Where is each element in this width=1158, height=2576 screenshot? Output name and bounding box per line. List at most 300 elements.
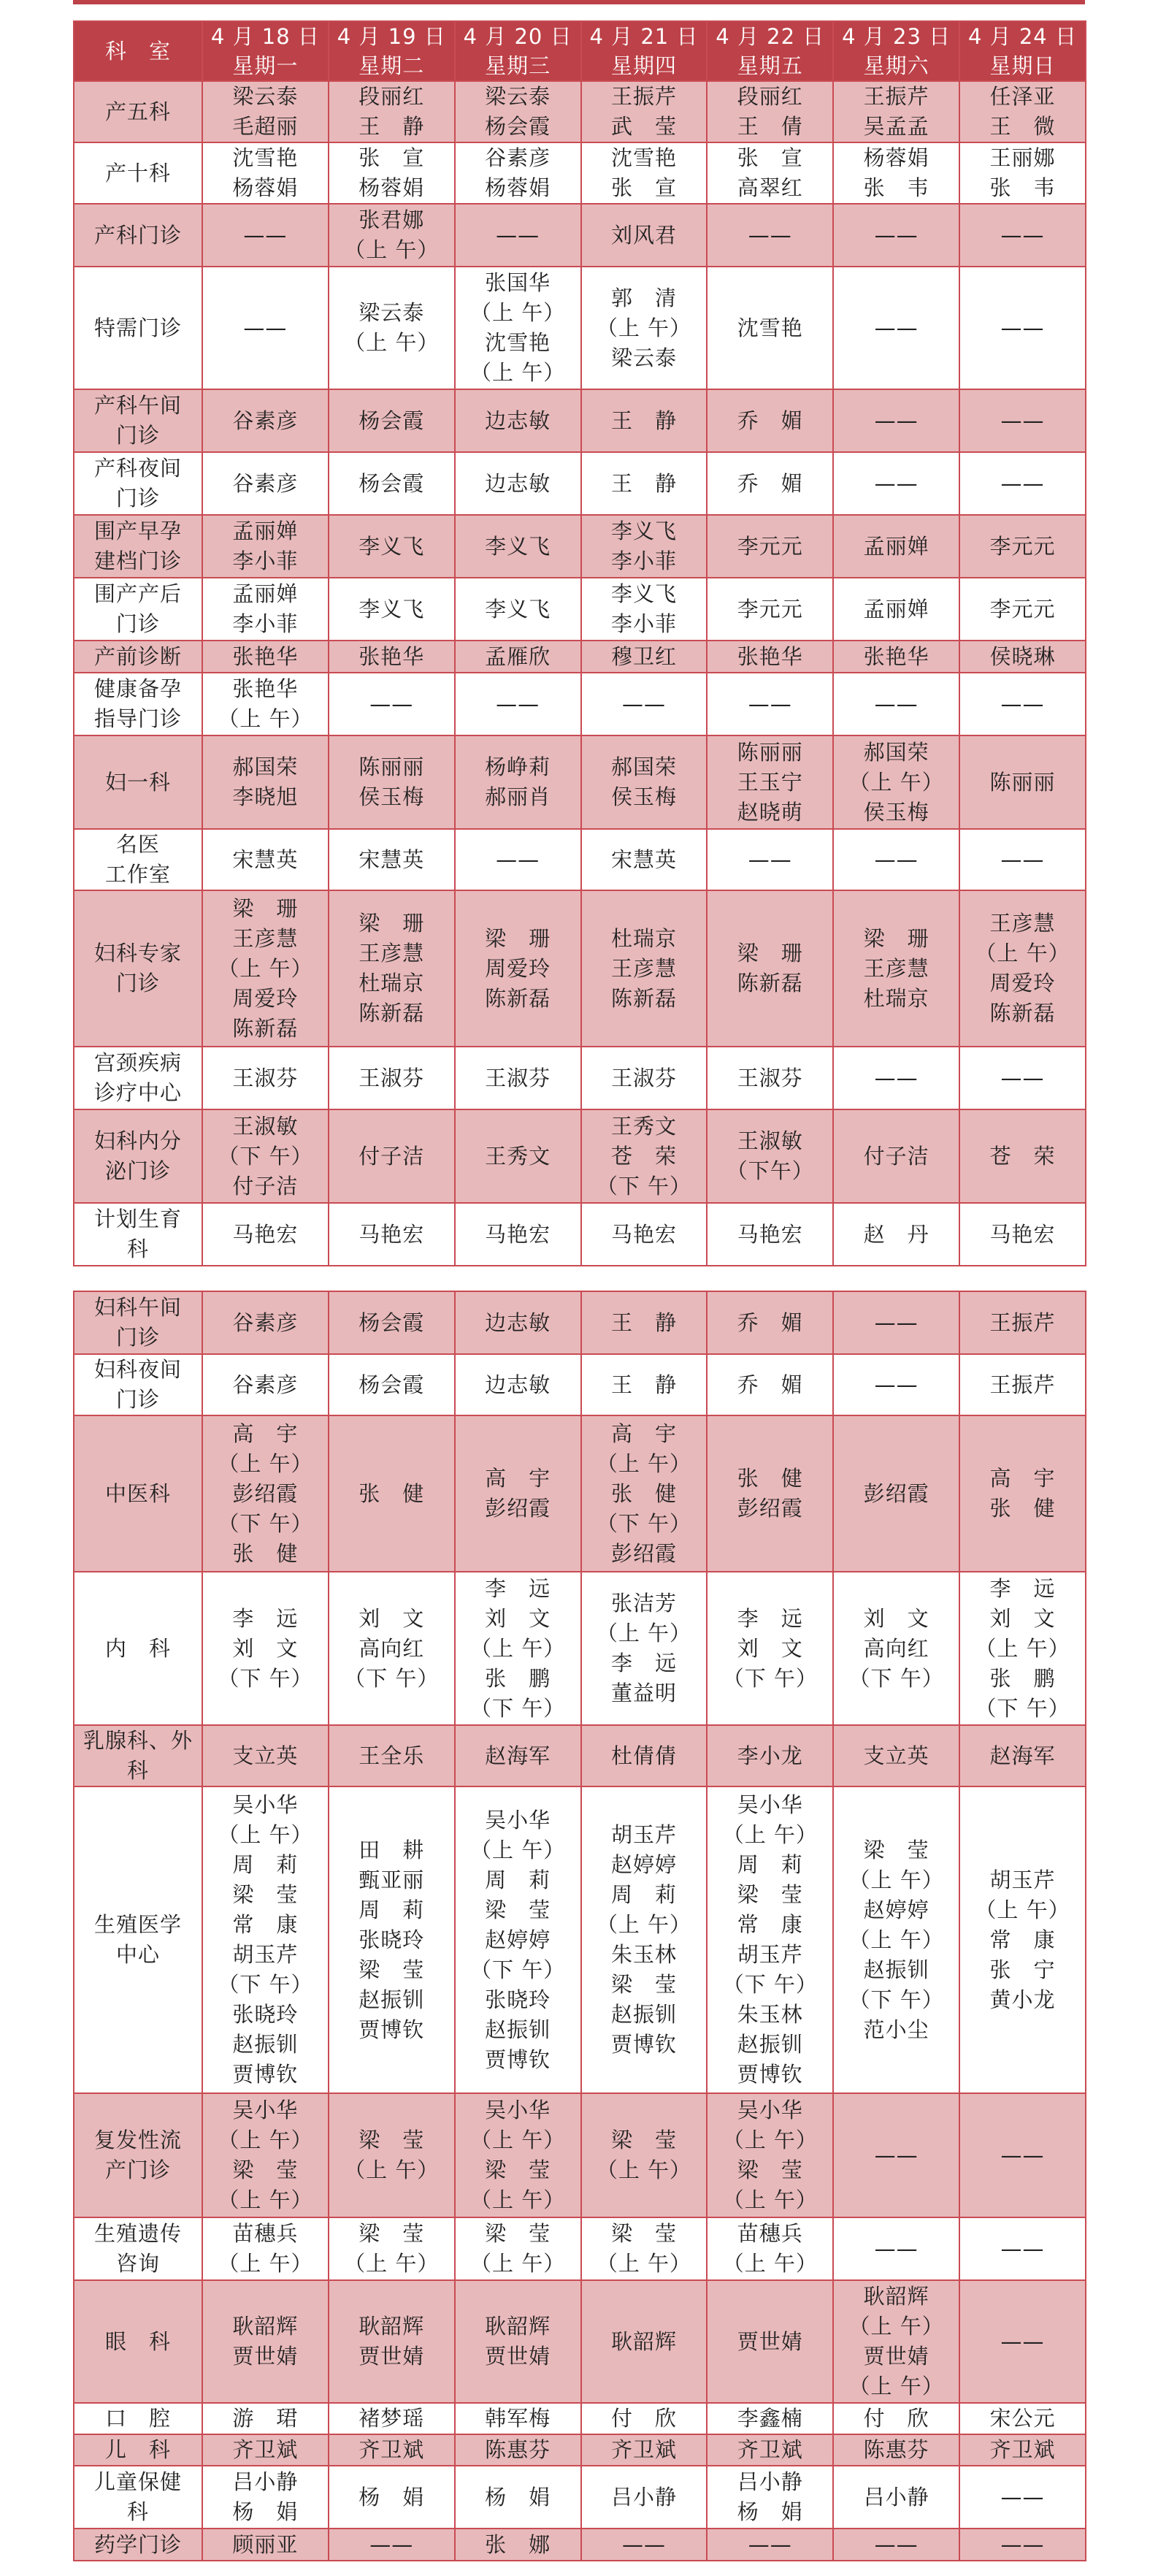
cell-line: 付子洁: [863, 1143, 929, 1169]
cell-line: 王彦慧: [232, 925, 299, 951]
doctor-cell: [455, 267, 581, 389]
schedule-2-row: [74, 2217, 1086, 2280]
cell-line: 张 健: [737, 1466, 803, 1491]
cell-line: 王淑芬: [485, 1065, 551, 1090]
doctor-cell: [959, 204, 1086, 267]
cell-line: 高 宇: [610, 1421, 677, 1446]
cell-line: 张 韦: [863, 175, 929, 200]
cell-line: （上 午）: [975, 1635, 1070, 1661]
cell-line: 贾博钦: [232, 2062, 299, 2087]
cell-line: （下 午）: [218, 1665, 313, 1691]
schedule-2-row: [74, 2466, 1086, 2529]
doctor-cell: [959, 890, 1086, 1047]
cell-line: 复发性流: [93, 2128, 182, 2152]
cell-line: 张晓玲: [485, 1987, 551, 2012]
schedule-1-row: [74, 578, 1086, 641]
cell-line: ——: [874, 2142, 919, 2168]
doctor-cell: [329, 1786, 455, 2093]
cell-line: （下 午）: [848, 1665, 944, 1691]
cell-line: 产十科: [104, 160, 171, 186]
schedule-1-row: [74, 735, 1086, 829]
doctor-cell: [959, 829, 1086, 890]
cell-line: （下 午）: [218, 1972, 313, 1997]
cell-line: 马艳宏: [737, 1221, 803, 1247]
cell-line: 科: [126, 1237, 149, 1261]
cell-line: 杨 娟: [485, 2484, 551, 2510]
cell-line: 梁 莹: [863, 1837, 929, 1862]
cell-line: 陈新磊: [485, 985, 551, 1011]
doctor-cell: [959, 1725, 1086, 1786]
doctor-cell: [455, 142, 581, 204]
department-cell: [74, 890, 202, 1047]
doctor-cell: [833, 1354, 959, 1415]
schedule-1-row: [74, 81, 1086, 142]
doctor-cell: [959, 2466, 1086, 2529]
cell-line: 乔 媚: [737, 1310, 803, 1335]
doctor-cell: [833, 515, 959, 578]
doctor-cell: [833, 641, 959, 673]
cell-line: 建档门诊: [93, 549, 182, 573]
cell-line: ——: [874, 1065, 919, 1090]
cell-line: ——: [1000, 315, 1045, 340]
cell-line: 张 鹏: [485, 1665, 551, 1691]
cell-line: （下 午）: [470, 1957, 566, 1982]
doctor-cell: [707, 1203, 833, 1266]
cell-line: 谷素彦: [232, 470, 299, 496]
doctor-cell: [707, 1354, 833, 1415]
cell-line: （上 午）: [848, 2314, 944, 2339]
doctor-cell: [833, 1725, 959, 1786]
cell-line: 梁 珊: [232, 895, 299, 921]
doctor-cell: [329, 2280, 455, 2403]
department-cell: [74, 2434, 202, 2466]
schedule-1-row: [74, 452, 1086, 515]
cell-line: ——: [1000, 2142, 1045, 2168]
cell-line: 苗穗兵: [737, 2221, 803, 2246]
doctor-cell: [581, 1109, 708, 1203]
cell-line: ——: [874, 408, 919, 433]
doctor-cell: [959, 452, 1086, 515]
cell-line: 周 莉: [610, 1882, 677, 1907]
cell-line: ——: [1000, 470, 1045, 496]
doctor-cell: [707, 2280, 833, 2403]
cell-line: 谷素彦: [232, 1372, 299, 1397]
department-cell: [74, 452, 202, 515]
cell-line: 周 莉: [232, 1852, 299, 1877]
cell-line: 李小菲: [232, 549, 299, 573]
doctor-cell: [959, 641, 1086, 673]
cell-line: 生殖医学: [93, 1912, 182, 1937]
cell-line: 张 鹏: [989, 1665, 1056, 1691]
date-label: 4 月 18 日: [210, 24, 320, 49]
doctor-cell: [707, 452, 833, 515]
doctor-cell: [202, 829, 329, 890]
doctor-cell: [202, 2280, 329, 2403]
doctor-cell: [959, 81, 1086, 142]
department-cell: [74, 578, 202, 641]
doctor-cell: [707, 1725, 833, 1786]
cell-line: （上 午）: [218, 1451, 313, 1476]
cell-line: （上 午）: [848, 1927, 944, 1952]
cell-line: 段丽红: [358, 84, 425, 109]
doctor-cell: [833, 578, 959, 641]
doctor-cell: [959, 2434, 1086, 2466]
doctor-cell: [581, 2093, 708, 2217]
doctor-cell: [329, 515, 455, 578]
doctor-cell: [329, 578, 455, 641]
cell-line: （下 午）: [218, 1510, 313, 1536]
schedule-2-row: [74, 2280, 1086, 2403]
doctor-cell: [329, 2466, 455, 2529]
cell-line: 王玉宁: [737, 769, 803, 795]
doctor-cell: [455, 2529, 581, 2561]
cell-line: 齐卫斌: [989, 2437, 1056, 2462]
cell-line: 宋慧英: [610, 846, 677, 872]
doctor-cell: [455, 1725, 581, 1786]
doctor-cell: [707, 735, 833, 829]
schedule-1-row: [74, 1109, 1086, 1203]
cell-line: 梁云泰: [232, 84, 299, 109]
doctor-cell: [959, 1109, 1086, 1203]
cell-line: （上 午）: [218, 2187, 313, 2212]
doctor-cell: [202, 452, 329, 515]
cell-line: ——: [874, 222, 919, 248]
cell-line: 齐卫斌: [737, 2437, 803, 2462]
cell-line: 李 远: [610, 1651, 677, 1675]
cell-line: 吕小静: [863, 2484, 929, 2510]
doctor-cell: [581, 1203, 708, 1266]
cell-line: 付 欣: [610, 2406, 677, 2431]
cell-line: 孟丽婵: [863, 596, 929, 622]
doctor-cell: [833, 389, 959, 452]
doctor-cell: [959, 1291, 1086, 1354]
cell-line: 胡玉芹: [610, 1822, 677, 1847]
cell-line: 王彦慧: [989, 911, 1056, 936]
cell-line: 范小尘: [863, 2017, 929, 2042]
cell-line: 口 腔: [104, 2406, 171, 2431]
cell-line: 苗穗兵: [232, 2221, 299, 2246]
weekday-label: 星期六: [863, 53, 929, 78]
department-cell: [74, 1203, 202, 1266]
cell-line: 穆卫红: [610, 643, 677, 669]
cell-line: 梁 珊: [358, 911, 425, 936]
doctor-cell: [833, 267, 959, 389]
cell-line: 任泽亚: [989, 84, 1056, 109]
doctor-cell: [581, 142, 708, 204]
department-cell: [74, 2403, 202, 2434]
doctor-cell: [455, 1415, 581, 1572]
department-cell: [74, 1786, 202, 2093]
cell-line: 侯玉梅: [610, 784, 677, 809]
cell-line: （上 午）: [470, 1837, 566, 1862]
cell-line: 张 健: [358, 1480, 425, 1506]
doctor-cell: [581, 829, 708, 890]
cell-line: （下午）: [726, 1158, 814, 1183]
doctor-cell: [581, 452, 708, 515]
cell-line: ——: [1000, 408, 1045, 433]
schedule-1-row: [74, 204, 1086, 267]
cell-line: 李义飞: [610, 581, 677, 606]
weekday-label: 星期一: [232, 53, 299, 78]
cell-line: 杨 娟: [232, 2499, 299, 2524]
cell-line: 彭绍霞: [485, 1496, 551, 1521]
doctor-cell: [581, 267, 708, 389]
cell-line: （上 午）: [344, 237, 440, 262]
cell-line: 吴小华: [737, 1792, 803, 1817]
doctor-cell: [707, 2529, 833, 2561]
cell-line: 赵 丹: [863, 1221, 929, 1247]
doctor-cell: [581, 1047, 708, 1109]
cell-line: 赵振钏: [485, 2017, 551, 2042]
cell-line: 张 健: [989, 1496, 1056, 1521]
cell-line: （下 午）: [596, 1510, 692, 1536]
doctor-cell: [959, 2403, 1086, 2434]
cell-line: 特需门诊: [93, 315, 182, 340]
cell-line: 张晓玲: [232, 2002, 299, 2027]
doctor-cell: [581, 641, 708, 673]
cell-line: 张 健: [610, 1480, 677, 1506]
cell-line: 吴小华: [232, 1792, 299, 1817]
cell-line: 妇科专家: [93, 941, 182, 966]
doctor-cell: [581, 2466, 708, 2529]
doctor-cell: [581, 1291, 708, 1354]
cell-line: 名医: [115, 832, 160, 857]
department-cell: [74, 2529, 202, 2561]
doctor-cell: [707, 81, 833, 142]
cell-line: 苍 荣: [989, 1143, 1056, 1169]
cell-line: （下 午）: [975, 1695, 1070, 1721]
doctor-cell: [455, 2093, 581, 2217]
department-cell: [74, 2466, 202, 2529]
doctor-cell: [833, 2093, 959, 2217]
cell-line: ——: [748, 2531, 792, 2557]
doctor-cell: [707, 578, 833, 641]
cell-line: ——: [243, 222, 288, 248]
cell-line: 张 宣: [737, 145, 803, 170]
cell-line: 常 康: [989, 1927, 1056, 1952]
cell-line: 门诊: [115, 971, 160, 995]
department-cell: [74, 1572, 202, 1725]
doctor-cell: [707, 1109, 833, 1203]
cell-line: 眼 科: [104, 2328, 171, 2354]
doctor-cell: [202, 142, 329, 204]
cell-line: 王 静: [610, 1372, 677, 1397]
doctor-cell: [707, 389, 833, 452]
cell-line: 张洁芳: [610, 1591, 677, 1616]
doctor-cell: [833, 2466, 959, 2529]
cell-line: 梁 莹: [485, 1897, 551, 1922]
doctor-cell: [455, 578, 581, 641]
doctor-cell: [959, 673, 1086, 735]
schedule-table-2: [73, 1291, 1086, 2561]
department-cell: [74, 1109, 202, 1203]
doctor-cell: [581, 1415, 708, 1572]
doctor-cell: [455, 1203, 581, 1266]
doctor-cell: [329, 267, 455, 389]
doctor-cell: [833, 2217, 959, 2280]
cell-line: 指导门诊: [93, 706, 182, 731]
doctor-cell: [833, 1047, 959, 1109]
cell-line: ——: [874, 315, 919, 340]
doctor-cell: [581, 515, 708, 578]
cell-line: 贾世婧: [358, 2344, 425, 2369]
cell-line: 齐卫斌: [610, 2437, 677, 2462]
cell-line: 张艳华: [358, 643, 425, 669]
department-cell: [74, 1415, 202, 1572]
doctor-cell: [581, 2403, 708, 2434]
cell-line: 儿童保健: [93, 2469, 182, 2494]
cell-line: 刘 文: [232, 1635, 299, 1661]
cell-line: 李 远: [485, 1575, 551, 1601]
doctor-cell: [455, 1572, 581, 1725]
cell-line: 王 静: [610, 1310, 677, 1335]
doctor-cell: [202, 81, 329, 142]
doctor-cell: [329, 735, 455, 829]
cell-line: 马艳宏: [232, 1221, 299, 1247]
cell-line: 沈雪艳: [232, 145, 299, 170]
doctor-cell: [329, 2529, 455, 2561]
cell-line: （上 午）: [975, 941, 1070, 966]
doctor-cell: [329, 1109, 455, 1203]
cell-line: 梁云泰: [485, 84, 551, 109]
doctor-cell: [581, 204, 708, 267]
cell-line: 梁 珊: [737, 941, 803, 966]
cell-line: 马艳宏: [610, 1221, 677, 1247]
weekday-label: 星期三: [485, 53, 551, 78]
cell-line: 王秀文: [485, 1143, 551, 1169]
doctor-cell: [581, 890, 708, 1047]
doctor-cell: [833, 452, 959, 515]
doctor-cell: [202, 2466, 329, 2529]
cell-line: 李 远: [232, 1605, 299, 1631]
cell-line: 边志敏: [485, 1372, 551, 1397]
cell-line: 杜瑞京: [610, 925, 677, 951]
cell-line: 朱玉林: [737, 2002, 803, 2027]
doctor-cell: [959, 515, 1086, 578]
cell-line: 朱玉林: [610, 1942, 677, 1967]
cell-line: 张 娜: [485, 2531, 551, 2557]
cell-line: ——: [874, 1310, 919, 1335]
cell-line: 张艳华: [232, 676, 299, 701]
doctor-cell: [202, 267, 329, 389]
cell-line: ——: [874, 846, 919, 872]
doctor-cell: [455, 389, 581, 452]
doctor-cell: [329, 2217, 455, 2280]
cell-line: 陈新磊: [737, 971, 803, 995]
cell-line: 李义飞: [485, 596, 551, 622]
doctor-cell: [959, 2093, 1086, 2217]
doctor-cell: [707, 890, 833, 1047]
cell-line: 侯玉梅: [863, 799, 929, 825]
day-header-thu: [581, 21, 708, 81]
doctor-cell: [455, 2217, 581, 2280]
doctor-cell: [455, 1291, 581, 1354]
cell-line: 沈雪艳: [737, 315, 803, 340]
doctor-cell: [202, 2529, 329, 2561]
cell-line: （上 午）: [596, 315, 692, 340]
department-cell: [74, 1725, 202, 1786]
doctor-cell: [707, 1572, 833, 1725]
doctor-cell: [833, 1109, 959, 1203]
doctor-cell: [959, 1047, 1086, 1109]
cell-line: 马艳宏: [989, 1221, 1056, 1247]
cell-line: （上 午）: [848, 769, 944, 795]
schedule-table-2-wrapper: [73, 1291, 1085, 2561]
doctor-cell: [202, 2217, 329, 2280]
cell-line: 宫颈疾病: [93, 1050, 182, 1075]
doctor-cell: [329, 1354, 455, 1415]
cell-line: 杨蓉娟: [863, 145, 929, 170]
cell-line: 常 康: [737, 1912, 803, 1937]
doctor-cell: [455, 1109, 581, 1203]
cell-line: 支立英: [232, 1743, 299, 1768]
cell-line: 黄小龙: [989, 1987, 1056, 2012]
cell-line: 王彦慧: [610, 955, 677, 981]
cell-line: 彭绍霞: [232, 1480, 299, 1506]
doctor-cell: [959, 1786, 1086, 2093]
cell-line: 梁 莹: [358, 2221, 425, 2246]
doctor-cell: [329, 673, 455, 735]
cell-line: 王振芹: [989, 1372, 1056, 1397]
cell-line: 胡玉芹: [232, 1942, 299, 1967]
cell-line: ——: [243, 315, 288, 340]
cell-line: 梁 莹: [610, 2221, 677, 2246]
doctor-cell: [581, 1786, 708, 2093]
cell-line: 孟丽婵: [232, 519, 299, 543]
cell-line: 诊疗中心: [93, 1080, 182, 1105]
schedule-table-1: [73, 20, 1086, 1266]
schedule-1-row: [74, 829, 1086, 890]
doctor-cell: [455, 829, 581, 890]
doctor-cell: [581, 578, 708, 641]
cell-line: 王淑敏: [232, 1113, 299, 1139]
doctor-cell: [959, 1415, 1086, 1572]
cell-line: 耿韶辉: [358, 2314, 425, 2339]
cell-line: 产科午间: [93, 393, 182, 418]
cell-line: 杜瑞京: [863, 985, 929, 1011]
cell-line: （下 午）: [722, 1972, 818, 1997]
schedule-2-row: [74, 1786, 1086, 2093]
cell-line: 付子洁: [232, 1173, 299, 1199]
cell-line: 张 宁: [989, 1957, 1056, 1982]
doctor-cell: [455, 2280, 581, 2403]
doctor-cell: [329, 142, 455, 204]
doctor-cell: [707, 1786, 833, 2093]
schedule-1-row: [74, 890, 1086, 1047]
doctor-cell: [959, 142, 1086, 204]
cell-line: 王振芹: [863, 84, 929, 109]
weekday-label: 星期二: [358, 53, 425, 78]
doctor-cell: [833, 2434, 959, 2466]
doctor-cell: [959, 267, 1086, 389]
cell-line: （上 午）: [218, 955, 313, 981]
cell-line: 中心: [115, 1942, 160, 1967]
cell-line: 吴孟孟: [863, 114, 929, 139]
cell-line: 杨 娟: [737, 2499, 803, 2524]
cell-line: （上 午）: [596, 2158, 692, 2182]
cell-line: ——: [496, 691, 540, 716]
day-header-sun: [959, 21, 1086, 81]
cell-line: 妇科午间: [93, 1295, 182, 1320]
cell-line: ——: [1000, 2236, 1045, 2261]
doctor-cell: [329, 1291, 455, 1354]
cell-line: 李元元: [737, 596, 803, 622]
doctor-cell: [707, 2093, 833, 2217]
cell-line: 吕小静: [737, 2469, 803, 2494]
cell-line: 陈新磊: [358, 1001, 425, 1025]
cell-line: 支立英: [863, 1743, 929, 1768]
cell-line: 王 倩: [737, 114, 803, 139]
